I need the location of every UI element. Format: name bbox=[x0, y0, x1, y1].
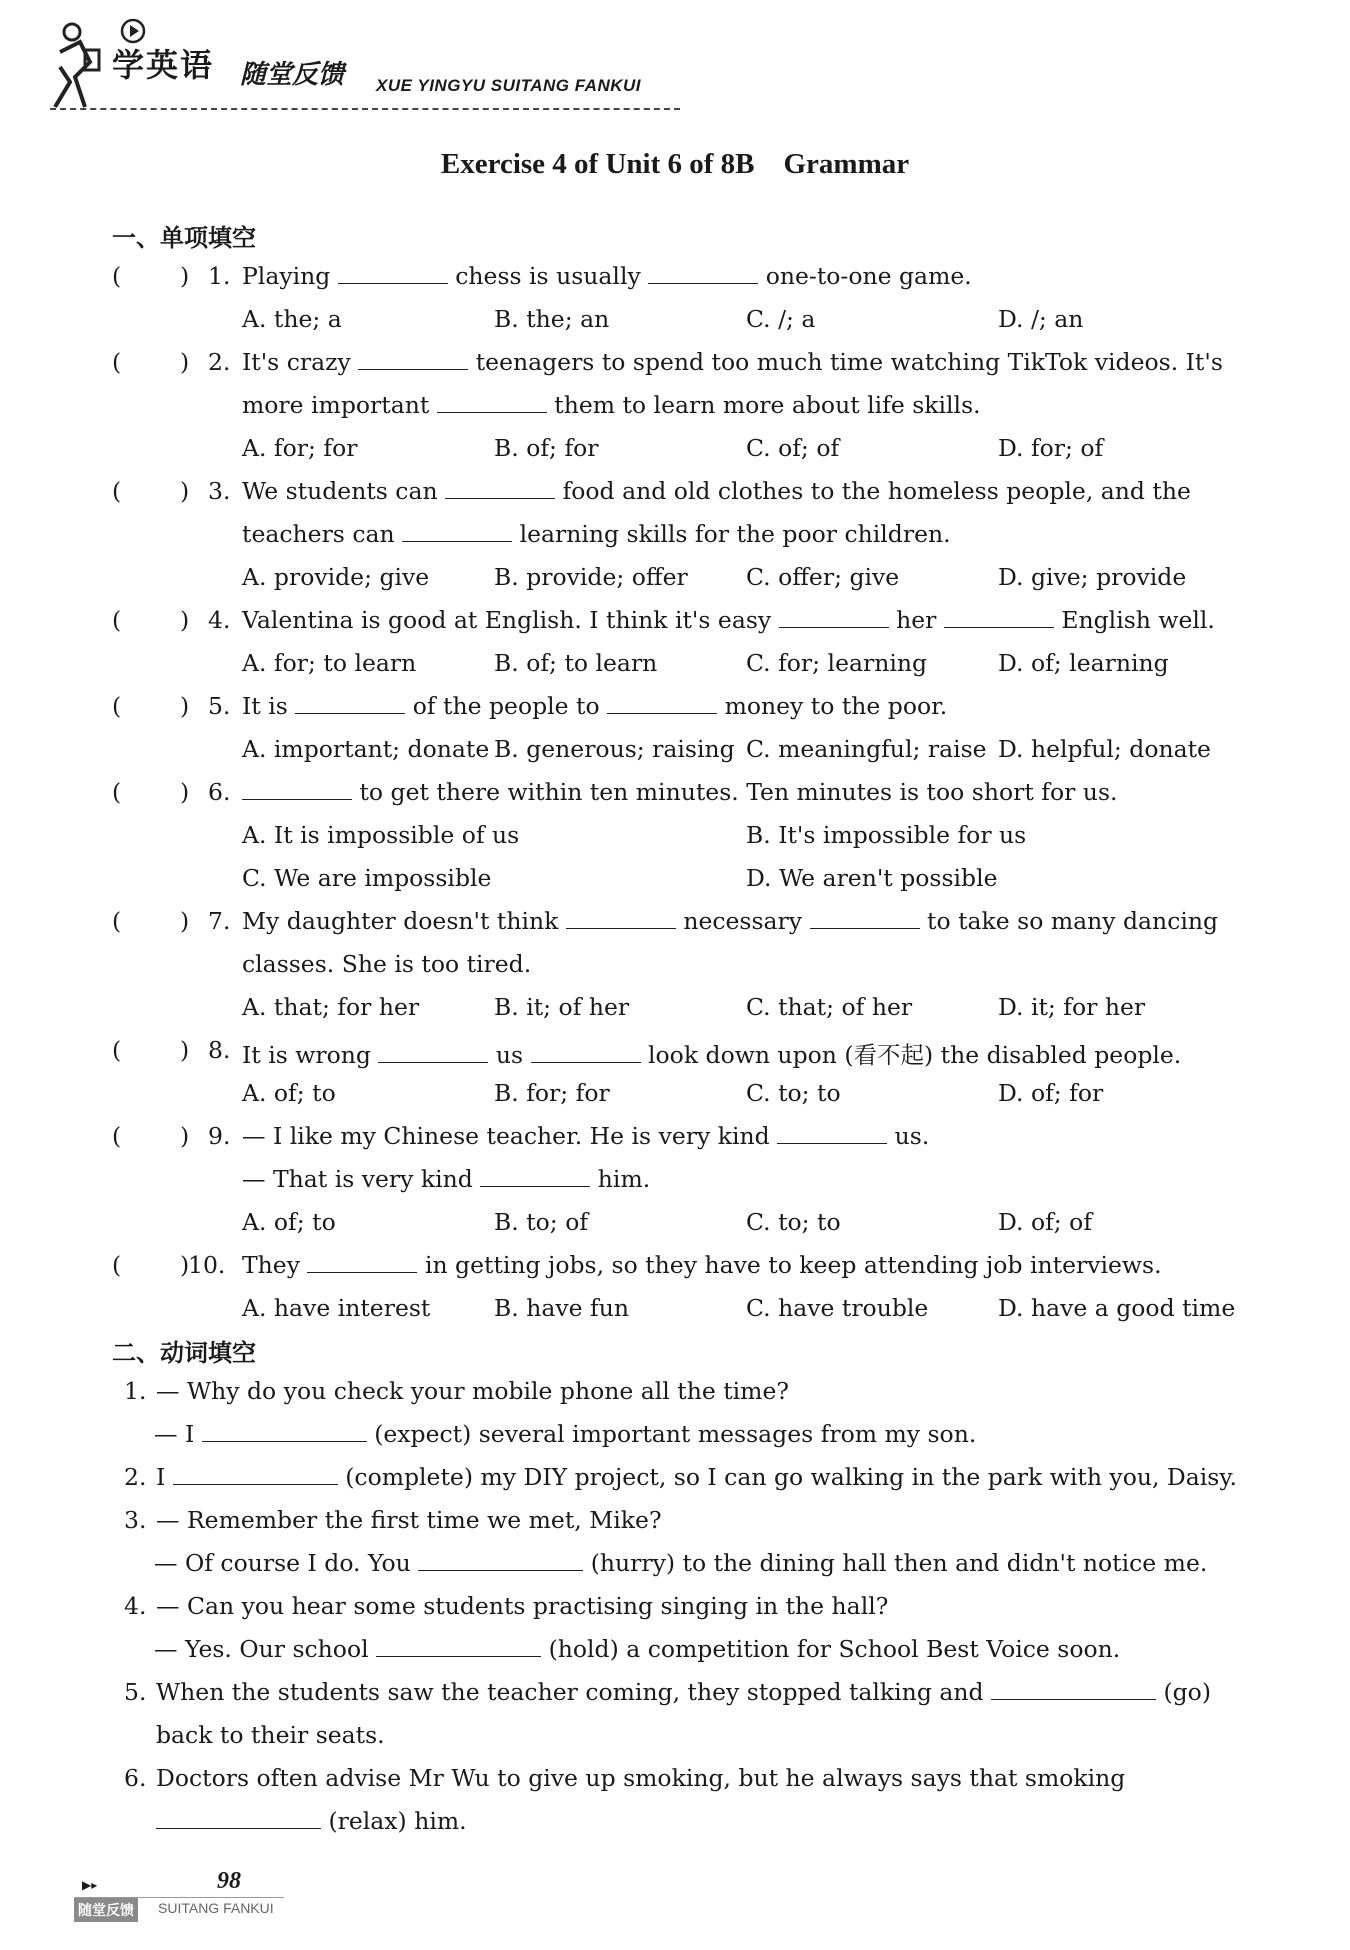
option[interactable]: B. generous; raising bbox=[494, 735, 735, 763]
answer-paren-open: ( bbox=[112, 606, 122, 634]
question-text: back to their seats. bbox=[156, 1721, 385, 1749]
answer-paren-open: ( bbox=[112, 262, 122, 290]
option[interactable]: C. for; learning bbox=[746, 649, 928, 677]
option[interactable]: D. it; for her bbox=[998, 993, 1146, 1021]
question-text: them to learn more about life skills. bbox=[546, 391, 981, 419]
option[interactable]: A. for; to learn bbox=[242, 649, 417, 677]
answer-paren-close[interactable]: ) bbox=[180, 1036, 190, 1064]
question-line bbox=[154, 1635, 1120, 1663]
question-text: — I like my Chinese teacher. He is very kind bbox=[242, 1122, 778, 1150]
item-number: 1. bbox=[124, 1377, 147, 1405]
answer-blank[interactable] bbox=[307, 1271, 417, 1273]
answer-paren-open: ( bbox=[112, 1122, 122, 1150]
question-line bbox=[154, 1549, 1207, 1577]
question-text: in getting jobs, so they have to keep attending job interviews. bbox=[417, 1251, 1162, 1279]
question-number: 10. bbox=[188, 1251, 226, 1279]
answer-paren-open: ( bbox=[112, 1251, 122, 1279]
question-text: We students can bbox=[242, 477, 446, 505]
header-subtitle: 随堂反馈 bbox=[240, 60, 345, 90]
question-text: us bbox=[488, 1041, 531, 1069]
option[interactable]: A. of; to bbox=[242, 1079, 336, 1107]
option[interactable]: D. of; for bbox=[998, 1079, 1104, 1107]
question-number: 3. bbox=[208, 477, 231, 505]
page-number: 98 bbox=[217, 1868, 241, 1894]
question-line bbox=[242, 262, 972, 290]
option[interactable]: D. give; provide bbox=[998, 563, 1187, 591]
answer-paren-close[interactable]: ) bbox=[180, 477, 190, 505]
question-number: 4. bbox=[208, 606, 231, 634]
item-number: 6. bbox=[124, 1764, 147, 1792]
answer-blank[interactable] bbox=[376, 1655, 541, 1657]
question-text: (relax) him. bbox=[321, 1807, 467, 1835]
option[interactable]: D. We aren't possible bbox=[746, 864, 998, 892]
answer-blank[interactable] bbox=[445, 497, 555, 499]
question-text: learning skills for the poor children. bbox=[512, 520, 951, 548]
question-line bbox=[242, 1251, 1162, 1279]
question-line bbox=[242, 907, 1218, 935]
page-arrow-icon: ▶▸ bbox=[82, 1878, 98, 1892]
answer-blank[interactable] bbox=[531, 1061, 641, 1063]
option[interactable]: D. have a good time bbox=[998, 1294, 1236, 1322]
page-title: Exercise 4 of Unit 6 of 8B Grammar bbox=[440, 148, 910, 180]
answer-blank[interactable] bbox=[779, 626, 889, 628]
question-text: teenagers to spend too much time watching TikTok videos. It's bbox=[468, 348, 1223, 376]
option[interactable]: A. important; donate bbox=[242, 735, 490, 763]
option[interactable]: B. for; for bbox=[494, 1079, 610, 1107]
option[interactable]: C. that; of her bbox=[746, 993, 913, 1021]
item-number: 4. bbox=[124, 1592, 147, 1620]
answer-blank[interactable] bbox=[202, 1440, 367, 1442]
answer-blank[interactable] bbox=[810, 927, 920, 929]
question-line bbox=[242, 1122, 929, 1150]
question-text: Playing bbox=[242, 262, 338, 290]
option[interactable]: C. /; a bbox=[746, 305, 816, 333]
answer-blank[interactable] bbox=[156, 1827, 321, 1829]
question-text: (expect) several important messages from my son. bbox=[366, 1420, 977, 1448]
question-line bbox=[242, 692, 947, 720]
option[interactable]: B. the; an bbox=[494, 305, 610, 333]
header-divider bbox=[50, 108, 680, 110]
question-text: to take so many dancing bbox=[919, 907, 1219, 935]
question-number: 7. bbox=[208, 907, 231, 935]
question-number: 8. bbox=[208, 1036, 231, 1064]
question-text: (complete) my DIY project, so I can go walking in the park with you, Daisy. bbox=[337, 1463, 1237, 1491]
question-text: of the people to bbox=[405, 692, 608, 720]
answer-paren-open: ( bbox=[112, 692, 122, 720]
question-text: I bbox=[156, 1463, 173, 1491]
answer-paren-close[interactable]: ) bbox=[180, 348, 190, 376]
option[interactable]: B. of; to learn bbox=[494, 649, 658, 677]
question-number: 2. bbox=[208, 348, 231, 376]
option[interactable]: C. offer; give bbox=[746, 563, 900, 591]
question-line bbox=[156, 1764, 1125, 1792]
answer-paren-close[interactable]: ) bbox=[180, 1122, 190, 1150]
option[interactable]: C. meaningful; raise bbox=[746, 735, 987, 763]
question-text: — Of course I do. You bbox=[154, 1549, 419, 1577]
question-text: Valentina is good at English. I think it's easy bbox=[242, 606, 779, 634]
question-line bbox=[156, 1721, 385, 1749]
answer-blank[interactable] bbox=[566, 927, 676, 929]
answer-paren-close[interactable]: ) bbox=[180, 606, 190, 634]
answer-blank[interactable] bbox=[648, 282, 758, 284]
question-text: classes. She is too tired. bbox=[242, 950, 532, 978]
question-text: (go) bbox=[1155, 1678, 1211, 1706]
option[interactable]: A. provide; give bbox=[242, 563, 430, 591]
header bbox=[50, 14, 690, 114]
question-text: — Remember the first time we met, Mike? bbox=[156, 1506, 662, 1534]
option[interactable]: D. of; learning bbox=[998, 649, 1169, 677]
answer-blank[interactable] bbox=[338, 282, 448, 284]
question-text: more important bbox=[242, 391, 437, 419]
question-text: — Can you hear some students practising singing in the hall? bbox=[156, 1592, 889, 1620]
question-text: It is wrong bbox=[242, 1041, 379, 1069]
section2-heading: 二、动词填空 bbox=[112, 1339, 256, 1367]
question-text: us. bbox=[887, 1122, 930, 1150]
item-number: 5. bbox=[124, 1678, 147, 1706]
question-number: 9. bbox=[208, 1122, 231, 1150]
answer-blank[interactable] bbox=[777, 1142, 887, 1144]
reader-figure-icon bbox=[50, 22, 120, 112]
answer-paren-open: ( bbox=[112, 477, 122, 505]
answer-blank[interactable] bbox=[991, 1698, 1156, 1700]
question-line bbox=[242, 1165, 650, 1193]
question-line bbox=[242, 1036, 1181, 1070]
option[interactable]: D. of; of bbox=[998, 1208, 1093, 1236]
option[interactable]: A. of; to bbox=[242, 1208, 336, 1236]
answer-blank[interactable] bbox=[437, 411, 547, 413]
answer-blank[interactable] bbox=[295, 712, 405, 714]
question-line bbox=[156, 1463, 1237, 1491]
answer-paren-open: ( bbox=[112, 907, 122, 935]
question-line bbox=[156, 1506, 662, 1534]
question-line bbox=[154, 1420, 976, 1448]
question-line bbox=[242, 950, 531, 978]
question-line bbox=[242, 520, 951, 548]
question-number: 6. bbox=[208, 778, 231, 806]
answer-blank[interactable] bbox=[418, 1569, 583, 1571]
question-text: It is bbox=[242, 692, 296, 720]
footer-label: SUITANG FANKUI bbox=[158, 1900, 274, 1916]
question-line bbox=[156, 1377, 789, 1405]
question-text: look down upon (看不起) the disabled people. bbox=[640, 1041, 1182, 1069]
question-text: food and old clothes to the homeless people, and the bbox=[555, 477, 1191, 505]
question-text: to get there within ten minutes. Ten minutes is too short for us. bbox=[352, 778, 1118, 806]
question-text: They bbox=[242, 1251, 308, 1279]
question-text: When the students saw the teacher coming, they stopped talking and bbox=[156, 1678, 991, 1706]
header-en-subtitle: XUE YINGYU SUITANG FANKUI bbox=[376, 76, 642, 95]
option[interactable]: C. to; to bbox=[746, 1208, 841, 1236]
option[interactable]: D. /; an bbox=[998, 305, 1084, 333]
option[interactable]: C. have trouble bbox=[746, 1294, 929, 1322]
question-text: — That is very kind bbox=[242, 1165, 481, 1193]
question-text: English well. bbox=[1053, 606, 1215, 634]
answer-paren-close[interactable]: ) bbox=[180, 1251, 190, 1279]
option[interactable]: C. We are impossible bbox=[242, 864, 492, 892]
answer-paren-close[interactable]: ) bbox=[180, 692, 190, 720]
question-text: necessary bbox=[675, 907, 810, 935]
answer-blank[interactable] bbox=[944, 626, 1054, 628]
option[interactable]: B. it; of her bbox=[494, 993, 630, 1021]
answer-paren-open: ( bbox=[112, 1036, 122, 1064]
question-line bbox=[242, 778, 1117, 806]
question-text: one-to-one game. bbox=[758, 262, 972, 290]
answer-blank[interactable] bbox=[242, 798, 352, 800]
answer-paren-close[interactable]: ) bbox=[180, 778, 190, 806]
option[interactable]: A. have interest bbox=[242, 1294, 431, 1322]
question-line bbox=[156, 1678, 1211, 1706]
footer-badge: 随堂反馈 bbox=[74, 1898, 138, 1922]
option[interactable]: C. of; of bbox=[746, 434, 840, 462]
option[interactable]: D. helpful; donate bbox=[998, 735, 1211, 763]
option[interactable]: A. that; for her bbox=[242, 993, 420, 1021]
answer-blank[interactable] bbox=[173, 1483, 338, 1485]
answer-blank[interactable] bbox=[480, 1185, 590, 1187]
question-text: (hurry) to the dining hall then and didn't notice me. bbox=[583, 1549, 1208, 1577]
option[interactable]: B. provide; offer bbox=[494, 563, 688, 591]
question-number: 5. bbox=[208, 692, 231, 720]
option[interactable]: D. for; of bbox=[998, 434, 1104, 462]
answer-paren-open: ( bbox=[112, 778, 122, 806]
answer-paren-close[interactable]: ) bbox=[180, 262, 190, 290]
option[interactable]: A. the; a bbox=[242, 305, 342, 333]
question-text: — Why do you check your mobile phone all the time? bbox=[156, 1377, 789, 1405]
question-text: her bbox=[888, 606, 944, 634]
option[interactable]: B. of; for bbox=[494, 434, 599, 462]
question-line bbox=[242, 348, 1223, 376]
option[interactable]: B. have fun bbox=[494, 1294, 629, 1322]
answer-paren-open: ( bbox=[112, 348, 122, 376]
option[interactable]: A. for; for bbox=[242, 434, 358, 462]
question-text: — I bbox=[154, 1420, 202, 1448]
answer-paren-close[interactable]: ) bbox=[180, 907, 190, 935]
question-number: 1. bbox=[208, 262, 231, 290]
option[interactable]: C. to; to bbox=[746, 1079, 841, 1107]
question-text: It's crazy bbox=[242, 348, 359, 376]
option[interactable]: A. It is impossible of us bbox=[242, 821, 520, 849]
section1-heading: 一、单项填空 bbox=[112, 224, 256, 252]
option[interactable]: B. to; of bbox=[494, 1208, 589, 1236]
option[interactable]: B. It's impossible for us bbox=[746, 821, 1027, 849]
question-text: — Yes. Our school bbox=[154, 1635, 377, 1663]
question-line bbox=[242, 391, 981, 419]
question-text: Doctors often advise Mr Wu to give up smoking, but he always says that smoking bbox=[156, 1764, 1126, 1792]
question-text: him. bbox=[590, 1165, 651, 1193]
question-text: chess is usually bbox=[447, 262, 649, 290]
question-text: teachers can bbox=[242, 520, 403, 548]
question-line bbox=[242, 477, 1191, 505]
item-number: 2. bbox=[124, 1463, 147, 1491]
question-text: (hold) a competition for School Best Voice soon. bbox=[541, 1635, 1121, 1663]
item-number: 3. bbox=[124, 1506, 147, 1534]
answer-blank[interactable] bbox=[607, 712, 717, 714]
question-text: money to the poor. bbox=[717, 692, 948, 720]
question-text: My daughter doesn't think bbox=[242, 907, 566, 935]
question-line bbox=[156, 1592, 888, 1620]
answer-blank[interactable] bbox=[358, 368, 468, 370]
answer-blank[interactable] bbox=[378, 1061, 488, 1063]
header-title: 学英语 bbox=[112, 46, 215, 84]
answer-blank[interactable] bbox=[402, 540, 512, 542]
question-line bbox=[156, 1807, 467, 1835]
question-line bbox=[242, 606, 1215, 634]
